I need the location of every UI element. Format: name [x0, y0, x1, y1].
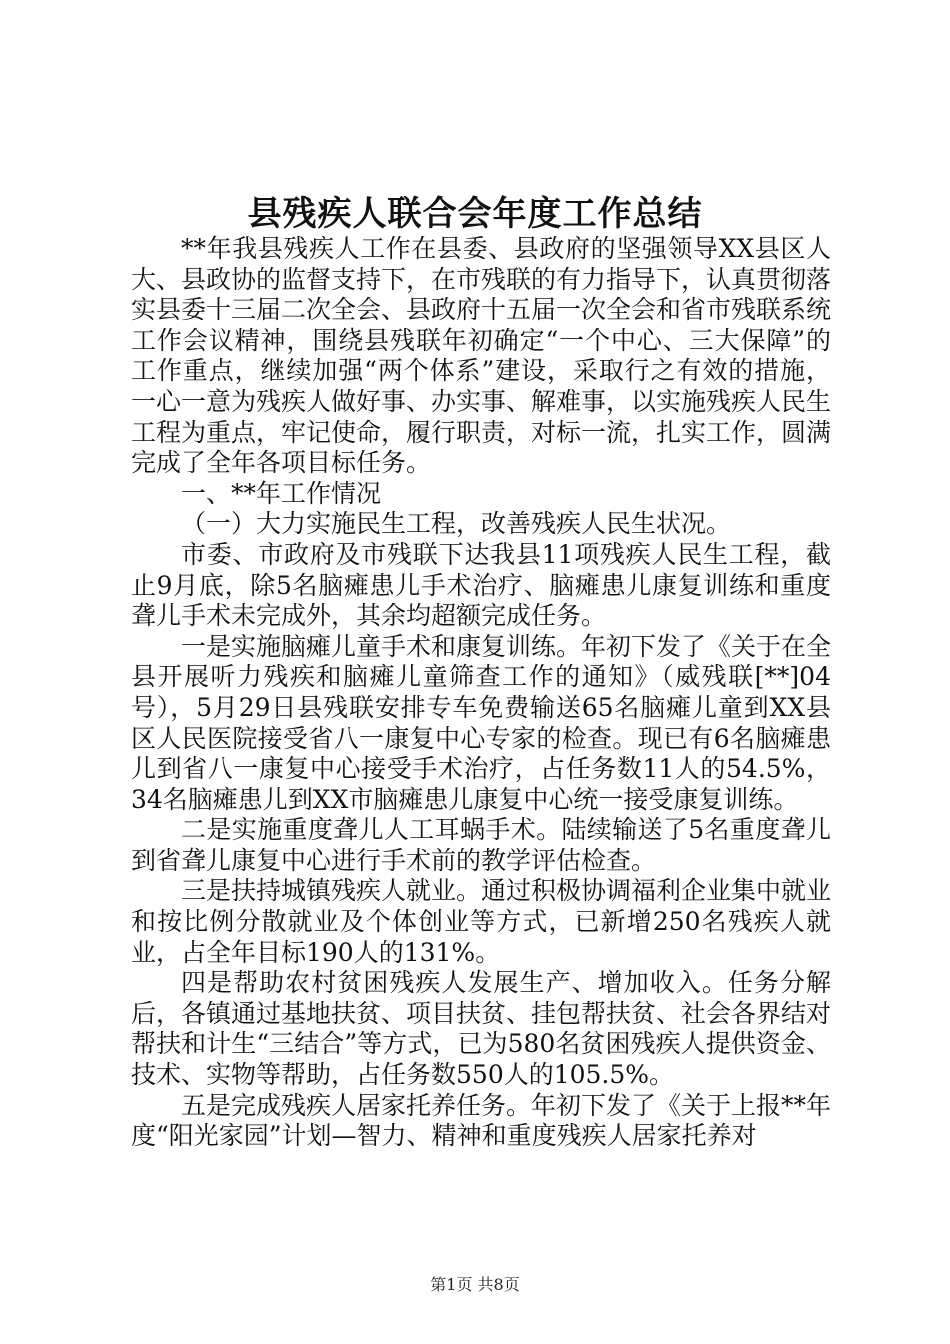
document-title: 县残疾人联合会年度工作总结 — [247, 194, 703, 234]
paragraph: 四是帮助农村贫困残疾人发展生产、增加收入。任务分解后，各镇通过基地扶贫、项目扶贫、挂包帮扶贫、社会各界结对帮扶和计生“三结合”等方式，已为580名贫困残疾人提供资金、技术、实物等帮助，占任务数550人的105.5%。 — [131, 968, 832, 1090]
paragraph: 一是实施脑瘫儿童手术和康复训练。年初下发了《关于在全县开展听力残疾和脑瘫儿童筛查工作的通知》（威残联[**]04号），5月29日县残联安排专车免费输送65名脑瘫儿童到XX县区人民医院接受省八一康复中心专家的检查。现已有6名脑瘫患儿到省八一康复中心接受手术治疗，占任务数11人的54.5%，34名脑瘫患儿到XX市脑瘫患儿康复中心统一接受康复训练。 — [131, 631, 832, 814]
document-body — [131, 234, 831, 1152]
subsection-heading: （一）大力实施民生工程，改善残疾人民生状况。 — [181, 509, 732, 539]
page-number: 第1页 共8页 — [430, 1275, 520, 1294]
paragraph: 二是实施重度聋儿人工耳蜗手术。陆续输送了5名重度聋儿到省聋儿康复中心进行手术前的教学评估检查。 — [131, 815, 831, 875]
paragraph: 五是完成残疾人居家托养任务。年初下发了《关于上报**年度“阳光家园”计划—智力、精神和重度残疾人居家托养对 — [131, 1090, 832, 1151]
section-heading: 一、**年工作情况 — [181, 478, 382, 508]
paragraph-intro: **年我县残疾人工作在县委、县政府的坚强领导XX县区人大、县政协的监督支持下，在市残联的有力指导下，认真贯彻落实县委十三届二次全会、县政府十五届一次全会和省市残联系统工作会议精神，围绕县残联年初确定“一个中心、三大保障”的工作重点，继续加强“两个体系”建设，采取行之有效的措施，一心一意为残疾人做好事、办实事、解难事，以实施残疾人民生工程为重点，牢记使命，履行职责，对标一流，扎实工作，圆满完成了全年各项目标任务。 — [131, 234, 832, 478]
paragraph: 三是扶持城镇残疾人就业。通过积极协调福利企业集中就业和按比例分散就业及个体创业等方式，已新增250名残疾人就业，占全年目标190人的131%。 — [131, 876, 832, 967]
paragraph: 市委、市政府及市残联下达我县11项残疾人民生工程，截止9月底，除5名脑瘫患儿手术治疗、脑瘫患儿康复训练和重度聋儿手术未完成外，其余均超额完成任务。 — [131, 539, 831, 631]
